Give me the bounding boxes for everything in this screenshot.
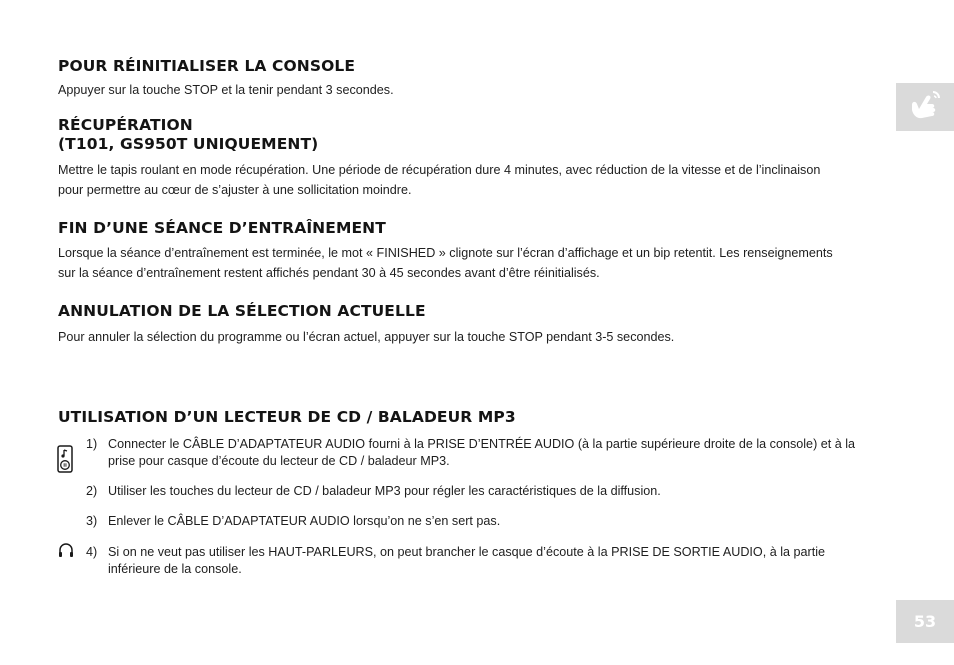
page-number: 53 — [896, 600, 954, 643]
section-tab — [896, 83, 954, 131]
heading-recovery-models: (T101, GS950T UNIQUEMENT) — [58, 135, 319, 153]
list-item-step-2 — [86, 483, 856, 500]
text-end-workout: Lorsque la séance d’entraînement est terminée, le mot « FINISHED » clignote sur l’écran d’affichage et un bip retentit. Les renseignements sur la séance d’entraînement restent affichés pendant 30 à 45 secondes avant d’être réinitialisés. — [58, 246, 833, 280]
list-item-step-1 — [86, 436, 856, 470]
list-item-step-3 — [86, 513, 856, 530]
heading-mp3: UTILISATION D’UN LECTEUR DE CD / BALADEUR MP3 — [58, 408, 516, 426]
hand-touch-icon — [908, 89, 944, 125]
headphones-icon — [58, 542, 74, 558]
step-text: Si on ne veut pas utiliser les HAUT-PARLEURS, on peut brancher le casque d’écoute à la PRISE DE SORTIE AUDIO, à la partie inférieure de la console. — [108, 545, 826, 576]
heading-cancel-selection: ANNULATION DE LA SÉLECTION ACTUELLE — [58, 302, 426, 320]
step-text: Enlever le CÂBLE D’ADAPTATEUR AUDIO lorsqu’on ne s’en sert pas. — [108, 514, 501, 528]
step-text: Utiliser les touches du lecteur de CD / baladeur MP3 pour régler les caractéristiques de la diffusion. — [108, 484, 661, 498]
heading-reset-console: POUR RÉINITIALISER LA CONSOLE — [58, 57, 356, 75]
step-text: Connecter le CÂBLE D’ADAPTATEUR AUDIO fourni à la PRISE D’ENTRÉE AUDIO (à la partie supérieure droite de la console) et à la prise pour casque d’écoute du lecteur de CD / baladeur MP3. — [108, 437, 856, 468]
mp3-player-icon — [57, 445, 73, 473]
text-reset-console: Appuyer sur la touche STOP et la tenir pendant 3 secondes. — [58, 83, 394, 97]
text-recovery: Mettre le tapis roulant en mode récupération. Une période de récupération dure 4 minutes, avec réduction de la vitesse et de l’inclinaison pour permettre au cœur de s’ajuster à une sollicitation moindre. — [58, 163, 821, 197]
step-number: 3) — [86, 514, 98, 528]
list-item-step-4 — [86, 544, 856, 578]
step-number: 4) — [86, 545, 98, 559]
text-cancel-selection: Pour annuler la sélection du programme ou l’écran actuel, appuyer sur la touche STOP pendant 3-5 secondes. — [58, 330, 675, 344]
step-number: 2) — [86, 484, 98, 498]
heading-end-workout: FIN D’UNE SÉANCE D’ENTRAÎNEMENT — [58, 219, 386, 237]
step-number: 1) — [86, 437, 98, 451]
heading-recovery: RÉCUPÉRATION — [58, 116, 193, 134]
